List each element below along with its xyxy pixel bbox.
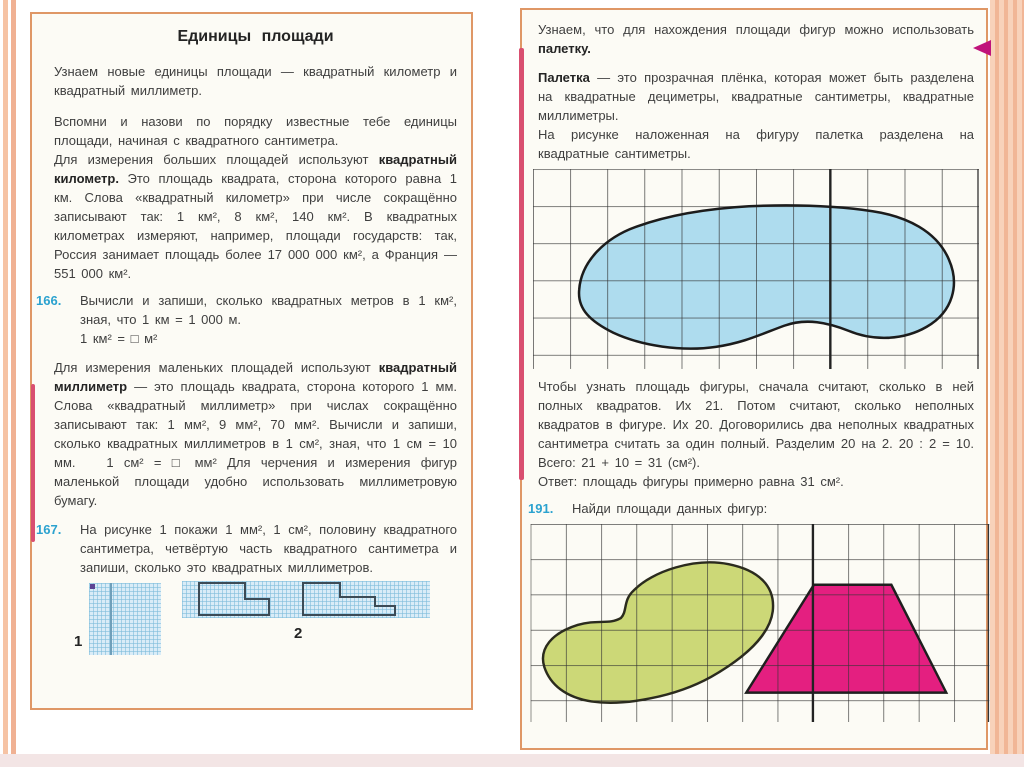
right-textbook-page	[520, 8, 988, 750]
left-textbook-page	[30, 12, 473, 710]
one-square-millimetre-mark	[90, 584, 95, 589]
figure-2-graph-strip	[182, 581, 430, 618]
figure-1-label: 1	[74, 633, 83, 650]
palette-figure-caption: На рисунке наложенная на фигуру палетка разделена на квадратные сантиметры.	[538, 127, 974, 161]
exercise-166-text: Вычисли и запиши, сколько квадратных метров в 1 км², зная, что 1 км = 1 000 м.	[80, 293, 457, 327]
exercise-166	[36, 291, 457, 348]
bookmark-arrow-icon	[973, 40, 991, 56]
paragraph-accent-bar	[31, 384, 35, 542]
exercise-191-grid-figure	[530, 524, 990, 722]
right-page-edge-stripes	[990, 0, 1024, 754]
left-page-edge-stripes	[3, 0, 16, 754]
page-title: Единицы площади	[177, 28, 334, 45]
figure-2-outlined-shapes	[182, 581, 430, 618]
exercise-191-text: Найди площади данных фигур:	[572, 501, 768, 516]
exercise-number: 166.	[36, 293, 62, 308]
square-kilometre-paragraph: Для измерения больших площадей используют квадратный километр. Это площадь квадрата, сторона которого равна 1 км. Слова «квадратный километр» при числе сокращённо записывают так: 1 км², 8 км², 140 км². В квадратных километрах измеряют, например, площади государств: так, Россия занимает площадь более 17 000 000 км², а Франция — 551 000 км².	[54, 152, 457, 281]
paragraph-accent-bar	[519, 48, 524, 480]
figure-1-graph-square	[89, 583, 161, 655]
intro-paragraph: Узнаем новые единицы площади — квадратный километр и квадратный миллиметр.	[54, 64, 457, 98]
centimetre-line	[110, 583, 112, 655]
recall-paragraph: Вспомни и назови по порядку известные тебе единицы площади, начиная с квадратного сантиметра.	[54, 114, 457, 148]
step-shape-a	[199, 583, 269, 615]
bottom-band	[0, 754, 1024, 767]
exercise-167	[36, 520, 457, 577]
palette-grid-figure	[533, 169, 979, 369]
figure-2-label: 2	[294, 625, 303, 642]
exercise-167-text: На рисунке 1 покажи 1 мм², 1 см², половину квадратного сантиметра, четвёртую часть квадратного сантиметра и запиши, сколько это квадратных миллиметров.	[80, 522, 457, 575]
exercise-166-formula: 1 км² = □ м²	[80, 331, 158, 346]
step-shape-b	[303, 583, 395, 615]
exercise-number: 167.	[36, 522, 62, 537]
answer-paragraph: Ответ: площадь фигуры примерно равна 31 см².	[538, 474, 844, 489]
square-millimetre-paragraph: Для измерения маленьких площадей используют квадратный миллиметр — это площадь квадрата, сторона которого 1 мм. Слова «квадратный миллиметр» при числах сокращённо записывают так: 1 мм², 9 мм², 70 мм². Вычисли и запиши, сколько квадратных миллиметров в 1 см², зная, что 1 см = 10 мм. 1 см² = □ мм² Для черчения и измерения фигур маленькой площади удобно использовать миллиметровую бумагу.	[54, 360, 457, 508]
exercise-number: 191.	[528, 501, 554, 516]
graph-paper-figures	[54, 581, 457, 665]
palette-intro-paragraph: Узнаем, что для нахождения площади фигур можно использовать палетку.	[538, 22, 974, 56]
exercise-191	[528, 499, 974, 518]
counting-method-paragraph: Чтобы узнать площадь фигуры, сначала считают, сколько в ней полных квадратов. Их 21. Потом считают, сколько неполных квадратов в фигуре. Их 20. Договорились два неполных квадратных сантиметра считать за один полный. Разделим 20 на 2. 20 : 2 = 10. Всего: 21 + 10 = 31 (см²).	[538, 379, 974, 470]
palette-definition-paragraph: Палетка — это прозрачная плёнка, которая может быть разделена на квадратные дециметры, квадратные сантиметры, квадратные миллиметры.	[538, 70, 974, 123]
